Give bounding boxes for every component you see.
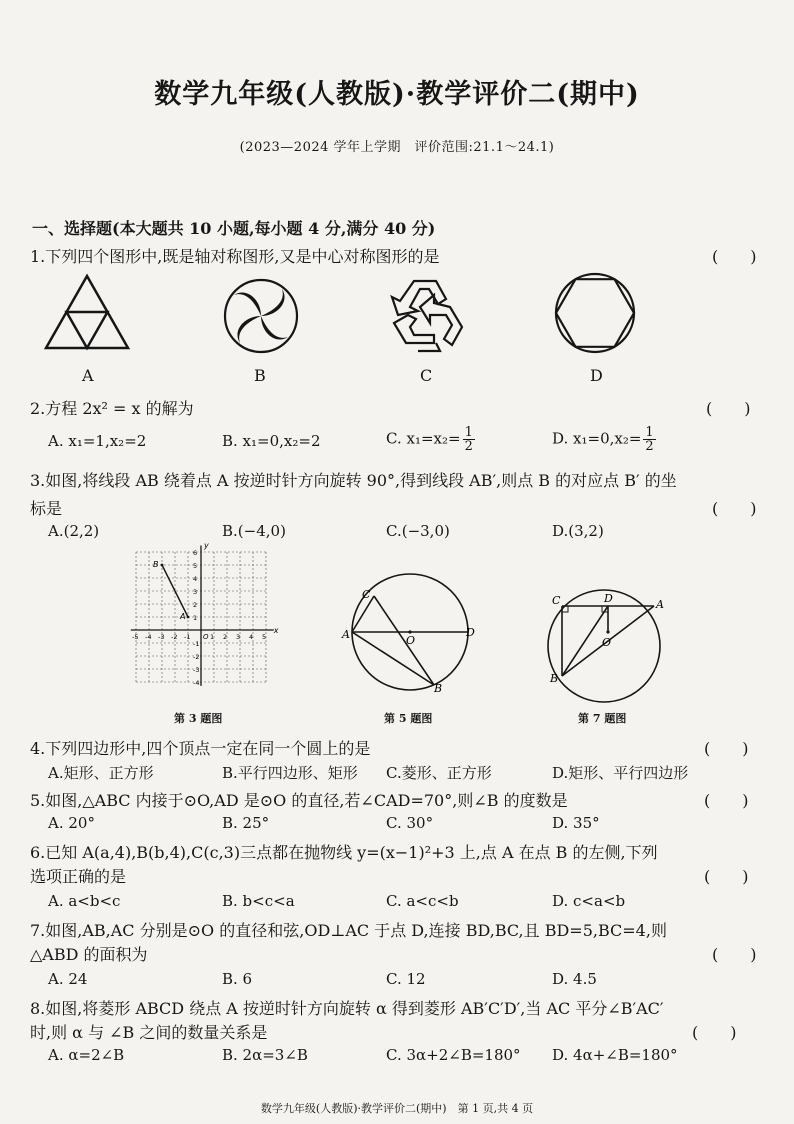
x-tick-label: -5 xyxy=(132,633,139,641)
q1-figure-b-swirl xyxy=(222,277,300,355)
question-6-text-line2: 选项正确的是 xyxy=(30,867,127,886)
section-heading: 一、选择题(本大题共 10 小题,每小题 4 分,满分 40 分) xyxy=(32,219,436,238)
q8-option-d[interactable]: D. 4α+∠B=180° xyxy=(552,1046,678,1064)
fig5-label-a: A xyxy=(342,628,350,641)
point-b xyxy=(161,564,164,567)
question-2-text: 2.方程 2x² = x 的解为 xyxy=(30,399,194,418)
question-5-text: 5.如图,△ABC 内接于⊙O,AD 是⊙O 的直径,若∠CAD=70°,则∠B 的度数是 xyxy=(30,791,568,810)
q4-option-c[interactable]: C.菱形、正方形 xyxy=(386,764,492,782)
fig7-label-d: D xyxy=(604,592,613,605)
question-4-text: 4.下列四边形中,四个顶点一定在同一个圆上的是 xyxy=(30,739,371,758)
question-6-text-line1: 6.已知 A(a,4),B(b,4),C(c,3)三点都在抛物线 y=(x−1)²+3 上,点 A 在点 B 的左侧,下列 xyxy=(30,843,658,862)
q3-option-b[interactable]: B.(−4,0) xyxy=(222,522,286,540)
figure-7-caption: 第 7 题图 xyxy=(578,712,627,725)
x-tick-label: -3 xyxy=(158,633,165,641)
page-subtitle: (2023—2024 学年上学期 评价范围:21.1～24.1) xyxy=(239,140,555,155)
question-1-text: 1.下列四个图形中,既是轴对称图形,又是中心对称图形的是 xyxy=(30,247,440,266)
q1-label-a: A xyxy=(82,366,94,385)
y-tick-label: -4 xyxy=(193,679,200,687)
q2-option-d-fraction: $\frac{1}{2}$ xyxy=(645,425,654,454)
q5-option-b[interactable]: B. 25° xyxy=(222,814,270,832)
y-tick-label: 2 xyxy=(193,601,198,609)
q4-option-d[interactable]: D.矩形、平行四边形 xyxy=(552,764,689,782)
q7-option-d[interactable]: D. 4.5 xyxy=(552,970,597,988)
y-tick-label: 1 xyxy=(193,614,198,622)
fig5-label-o: O xyxy=(406,634,416,647)
q5-option-a[interactable]: A. 20° xyxy=(48,814,95,832)
x-axis-label: x xyxy=(273,626,279,635)
question-7-text-line1: 7.如图,AB,AC 分别是⊙O 的直径和弦,OD⊥AC 于点 D,连接 BD,BC,且 BD=5,BC=4,则 xyxy=(30,921,667,940)
question-3-text-line2: 标是 xyxy=(30,499,63,518)
q5-option-c[interactable]: C. 30° xyxy=(386,814,434,832)
q2-option-c-text: C. x₁=x₂= xyxy=(386,429,461,448)
q1-label-b: B xyxy=(254,366,266,385)
q7-option-a[interactable]: A. 24 xyxy=(48,970,88,988)
y-tick-label: -3 xyxy=(193,666,200,674)
answer-paren-6[interactable]: ( ) xyxy=(704,867,749,886)
y-tick-label: -2 xyxy=(193,653,200,661)
answer-paren-1[interactable]: ( ) xyxy=(712,247,757,266)
fig7-label-c: C xyxy=(552,594,561,607)
answer-paren-5[interactable]: ( ) xyxy=(704,791,749,810)
x-tick-label: 2 xyxy=(223,633,228,641)
answer-paren-8[interactable]: ( ) xyxy=(692,1023,737,1042)
figure-5-circle xyxy=(340,584,480,696)
answer-paren-7[interactable]: ( ) xyxy=(712,945,757,964)
x-tick-label: -2 xyxy=(171,633,178,641)
figure-3-caption: 第 3 题图 xyxy=(174,712,223,725)
fig7-label-a: A xyxy=(656,598,664,611)
q3-option-d[interactable]: D.(3,2) xyxy=(552,522,604,540)
fig7-label-o: O xyxy=(602,636,612,649)
question-7-text-line2: △ABD 的面积为 xyxy=(30,945,148,964)
point-b-label: B xyxy=(153,560,159,569)
x-tick-label: 4 xyxy=(249,633,254,641)
y-tick-label: 3 xyxy=(193,588,198,596)
q7-option-c[interactable]: C. 12 xyxy=(386,970,426,988)
q7-option-b[interactable]: B. 6 xyxy=(222,970,253,988)
q8-option-a[interactable]: A. α=2∠B xyxy=(48,1046,125,1064)
page-footer: 数学九年级(人教版)·教学评价二(期中) 第 1 页,共 4 页 xyxy=(260,1102,534,1115)
origin-label: O xyxy=(203,633,209,641)
q4-option-b[interactable]: B.平行四边形、矩形 xyxy=(222,764,358,782)
fig5-label-b: B xyxy=(434,682,443,695)
q6-option-d[interactable]: D. c<a<b xyxy=(552,892,626,910)
figure-3-grid xyxy=(126,541,279,698)
q8-option-c[interactable]: C. 3α+2∠B=180° xyxy=(386,1046,521,1064)
figure-7-circle xyxy=(540,590,670,702)
answer-paren-4[interactable]: ( ) xyxy=(704,739,749,758)
y-axis-label: y xyxy=(204,541,209,551)
q3-option-a[interactable]: A.(2,2) xyxy=(48,522,100,540)
figure-5-caption: 第 5 题图 xyxy=(384,712,433,725)
question-8-text-line1: 8.如图,将菱形 ABCD 绕点 A 按逆时针方向旋转 α 得到菱形 AB′C′D′,当 AC 平分∠B′AC′ xyxy=(30,999,664,1018)
q1-figure-d-hexagon xyxy=(552,270,638,356)
q2-option-a[interactable]: A. x₁=1,x₂=2 xyxy=(48,432,147,450)
q4-option-a[interactable]: A.矩形、正方形 xyxy=(48,764,154,782)
point-a-label: A xyxy=(180,612,186,621)
page-title: 数学九年级(人教版)·教学评价二(期中) xyxy=(154,79,640,110)
x-tick-label: -4 xyxy=(145,633,152,641)
q1-figure-a-triangle xyxy=(42,272,132,354)
fig5-label-d: D xyxy=(466,626,475,639)
q1-figure-c-recycle xyxy=(384,277,466,355)
fig7-label-b: B xyxy=(550,672,559,685)
q2-option-d-text: D. x₁=0,x₂= xyxy=(552,429,642,448)
q3-option-c[interactable]: C.(−3,0) xyxy=(386,522,450,540)
q5-option-d[interactable]: D. 35° xyxy=(552,814,600,832)
q2-option-c[interactable] xyxy=(386,426,475,453)
x-tick-label: 3 xyxy=(236,633,241,641)
y-tick-label: 5 xyxy=(193,562,198,570)
q1-label-c: C xyxy=(420,366,433,385)
q2-option-d[interactable] xyxy=(552,426,656,453)
question-3-text-line1: 3.如图,将线段 AB 绕着点 A 按逆时针方向旋转 90°,得到线段 AB′,则点 B 的对应点 B′ 的坐 xyxy=(30,471,677,490)
q6-option-a[interactable]: A. a<b<c xyxy=(48,892,121,910)
q1-label-d: D xyxy=(590,366,603,385)
x-tick-label: -1 xyxy=(184,633,191,641)
q2-option-b[interactable]: B. x₁=0,x₂=2 xyxy=(222,432,321,450)
x-tick-label: 1 xyxy=(210,633,215,641)
answer-paren-3[interactable]: ( ) xyxy=(712,499,757,518)
y-tick-label: -1 xyxy=(193,640,200,648)
question-8-text-line2: 时,则 α 与 ∠B 之间的数量关系是 xyxy=(30,1023,268,1042)
q8-option-b[interactable]: B. 2α=3∠B xyxy=(222,1046,308,1064)
q6-option-b[interactable]: B. b<c<a xyxy=(222,892,295,910)
y-tick-label: 4 xyxy=(193,575,198,583)
answer-paren-2[interactable]: ( ) xyxy=(706,399,751,418)
y-tick-label: 6 xyxy=(193,549,198,557)
q2-option-c-fraction: $\frac{1}{2}$ xyxy=(464,425,473,454)
x-tick-label: 5 xyxy=(262,633,267,641)
point-a xyxy=(187,616,190,619)
q6-option-c[interactable]: C. a<c<b xyxy=(386,892,459,910)
fig5-label-c: C xyxy=(362,588,371,601)
